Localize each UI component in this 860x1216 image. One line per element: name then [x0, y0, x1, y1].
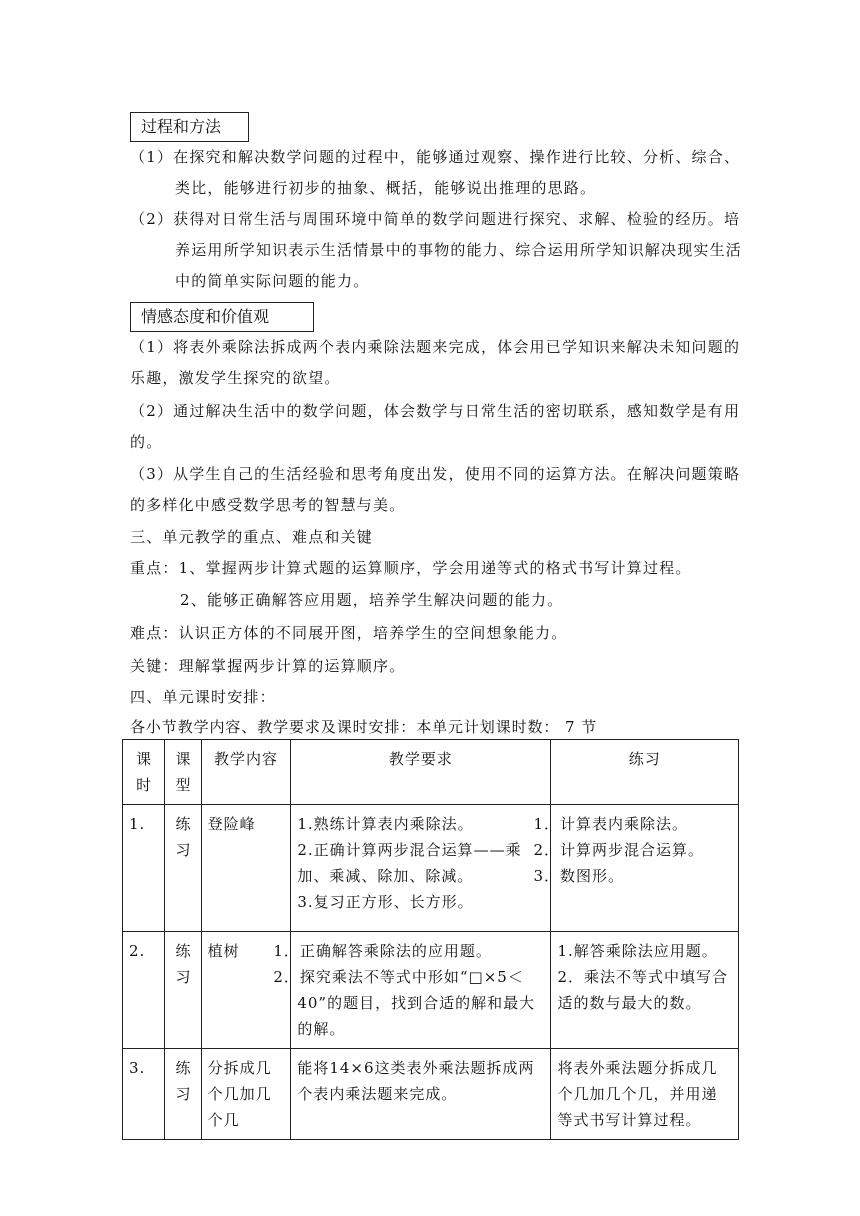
requirement-item: 1.熟练计算表内乘除法。: [297, 815, 474, 833]
cell-practice: [551, 932, 739, 1049]
item-number: （1）: [130, 148, 174, 166]
item-number: （3）: [130, 465, 174, 483]
cell-lesson-type: 练习: [165, 805, 201, 932]
requirement-item: 3.复习正方形、长方形。: [297, 893, 474, 911]
attitude-item-2: [130, 396, 745, 458]
schedule-subtitle: 各小节教学内容、教学要求及课时安排：本单元计划课时数： 7 节: [130, 718, 597, 736]
header-lesson-no: 课时: [123, 740, 165, 805]
header-content: 教学内容: [201, 740, 291, 805]
cell-content: 分拆成几个几加几个几: [201, 1049, 291, 1140]
crux-point: 关键：理解掌握两步计算的运算顺序。: [130, 657, 406, 675]
section-three-title: 三、单元教学的重点、难点和关键: [130, 528, 374, 546]
header-practice: 练习: [551, 740, 739, 805]
process-item-1: [130, 142, 745, 204]
table-row: [123, 1049, 739, 1140]
heading-process-and-method: 过程和方法: [130, 112, 249, 142]
cell-lesson-no: 1.: [123, 805, 165, 932]
practice-item: 1．计算表内乘除法。: [533, 815, 688, 833]
item-number: （2）: [130, 402, 174, 420]
header-requirements: 教学要求: [291, 740, 551, 805]
cell-content: 登险峰: [201, 805, 291, 932]
key-point-1: 重点：1、掌握两步计算式题的运算顺序，学会用递等式的格式书写计算过程。: [130, 559, 692, 577]
table-row: [123, 805, 739, 932]
difficulty-point: 难点：认识正方体的不同展开图，培养学生的空间想象能力。: [130, 624, 568, 642]
attitude-item-1: [130, 332, 745, 394]
item-text: 在探究和解决数学问题的过程中，能够通过观察、操作进行比较、分析、综合、类比，能够进行初步的抽象、概括，能够说出推理的思路。: [173, 148, 741, 197]
section-four-title: 四、单元课时安排：: [130, 688, 276, 706]
cell-lesson-type: 练习: [165, 1049, 201, 1140]
cell-lesson-no: 2.: [123, 932, 165, 1049]
requirement-item: 2．探究乘法不等式中形如“□×5＜40”的题目，找到合适的解和最大的解。: [273, 968, 536, 1038]
item-number: （2）: [130, 210, 174, 228]
cell-practice: 将表外乘法题分拆成几个几加几个几，并用递等式书写计算过程。: [551, 1049, 739, 1140]
practice-item: 1.解答乘除法应用题。: [557, 942, 718, 960]
item-text: 从学生自己的生活经验和思考角度出发，使用不同的运算方法。在解决问题策略的多样化中感受数学思考的智慧与美。: [130, 465, 741, 514]
process-item-2: [130, 204, 745, 297]
item-text: 获得对日常生活与周围环境中简单的数学问题进行探究、求解、检验的经历。培养运用所学知识表示生活情景中的事物的能力、综合运用所学知识解决现实生活中的简单实际问题的能力。: [173, 210, 743, 290]
requirement-item: 1．正确解答乘除法的应用题。: [273, 942, 492, 960]
requirement-item: 2.正确计算两步混合运算——乘加、乘减、除加、除减。: [297, 841, 522, 885]
cell-practice: [533, 805, 739, 932]
table-row: [123, 932, 739, 1049]
item-text: 通过解决生活中的数学问题，体会数学与日常生活的密切联系，感知数学是有用的。: [130, 402, 741, 451]
table-header-row: [123, 740, 739, 805]
item-text: 将表外乘除法拆成两个表内乘除法题来完成，体会用已学知识来解决未知问题的乐趣，激发学生探究的欲望。: [130, 338, 741, 387]
cell-requirements: 能将14×6这类表外乘法题拆成两个表内乘法题来完成。: [291, 1049, 551, 1140]
attitude-item-3: [130, 459, 745, 521]
practice-item: 3．数图形。: [533, 867, 624, 885]
cell-requirements: [291, 805, 551, 932]
cell-requirements: [273, 932, 551, 1049]
cell-lesson-type: 练习: [165, 932, 201, 1049]
header-lesson-type: 课型: [165, 740, 201, 805]
key-point-2: 2、能够正确解答应用题，培养学生解决问题的能力。: [180, 591, 564, 609]
practice-item: 2．计算两步混合运算。: [533, 841, 704, 859]
item-number: （1）: [130, 338, 174, 356]
cell-content: 植树: [201, 932, 291, 1049]
practice-item: 2．乘法不等式中填写合适的数与最大的数。: [557, 968, 728, 1012]
lesson-schedule-table: [122, 739, 739, 1140]
heading-attitude-and-values: 情感态度和价值观: [130, 302, 314, 332]
cell-lesson-no: 3.: [123, 1049, 165, 1140]
